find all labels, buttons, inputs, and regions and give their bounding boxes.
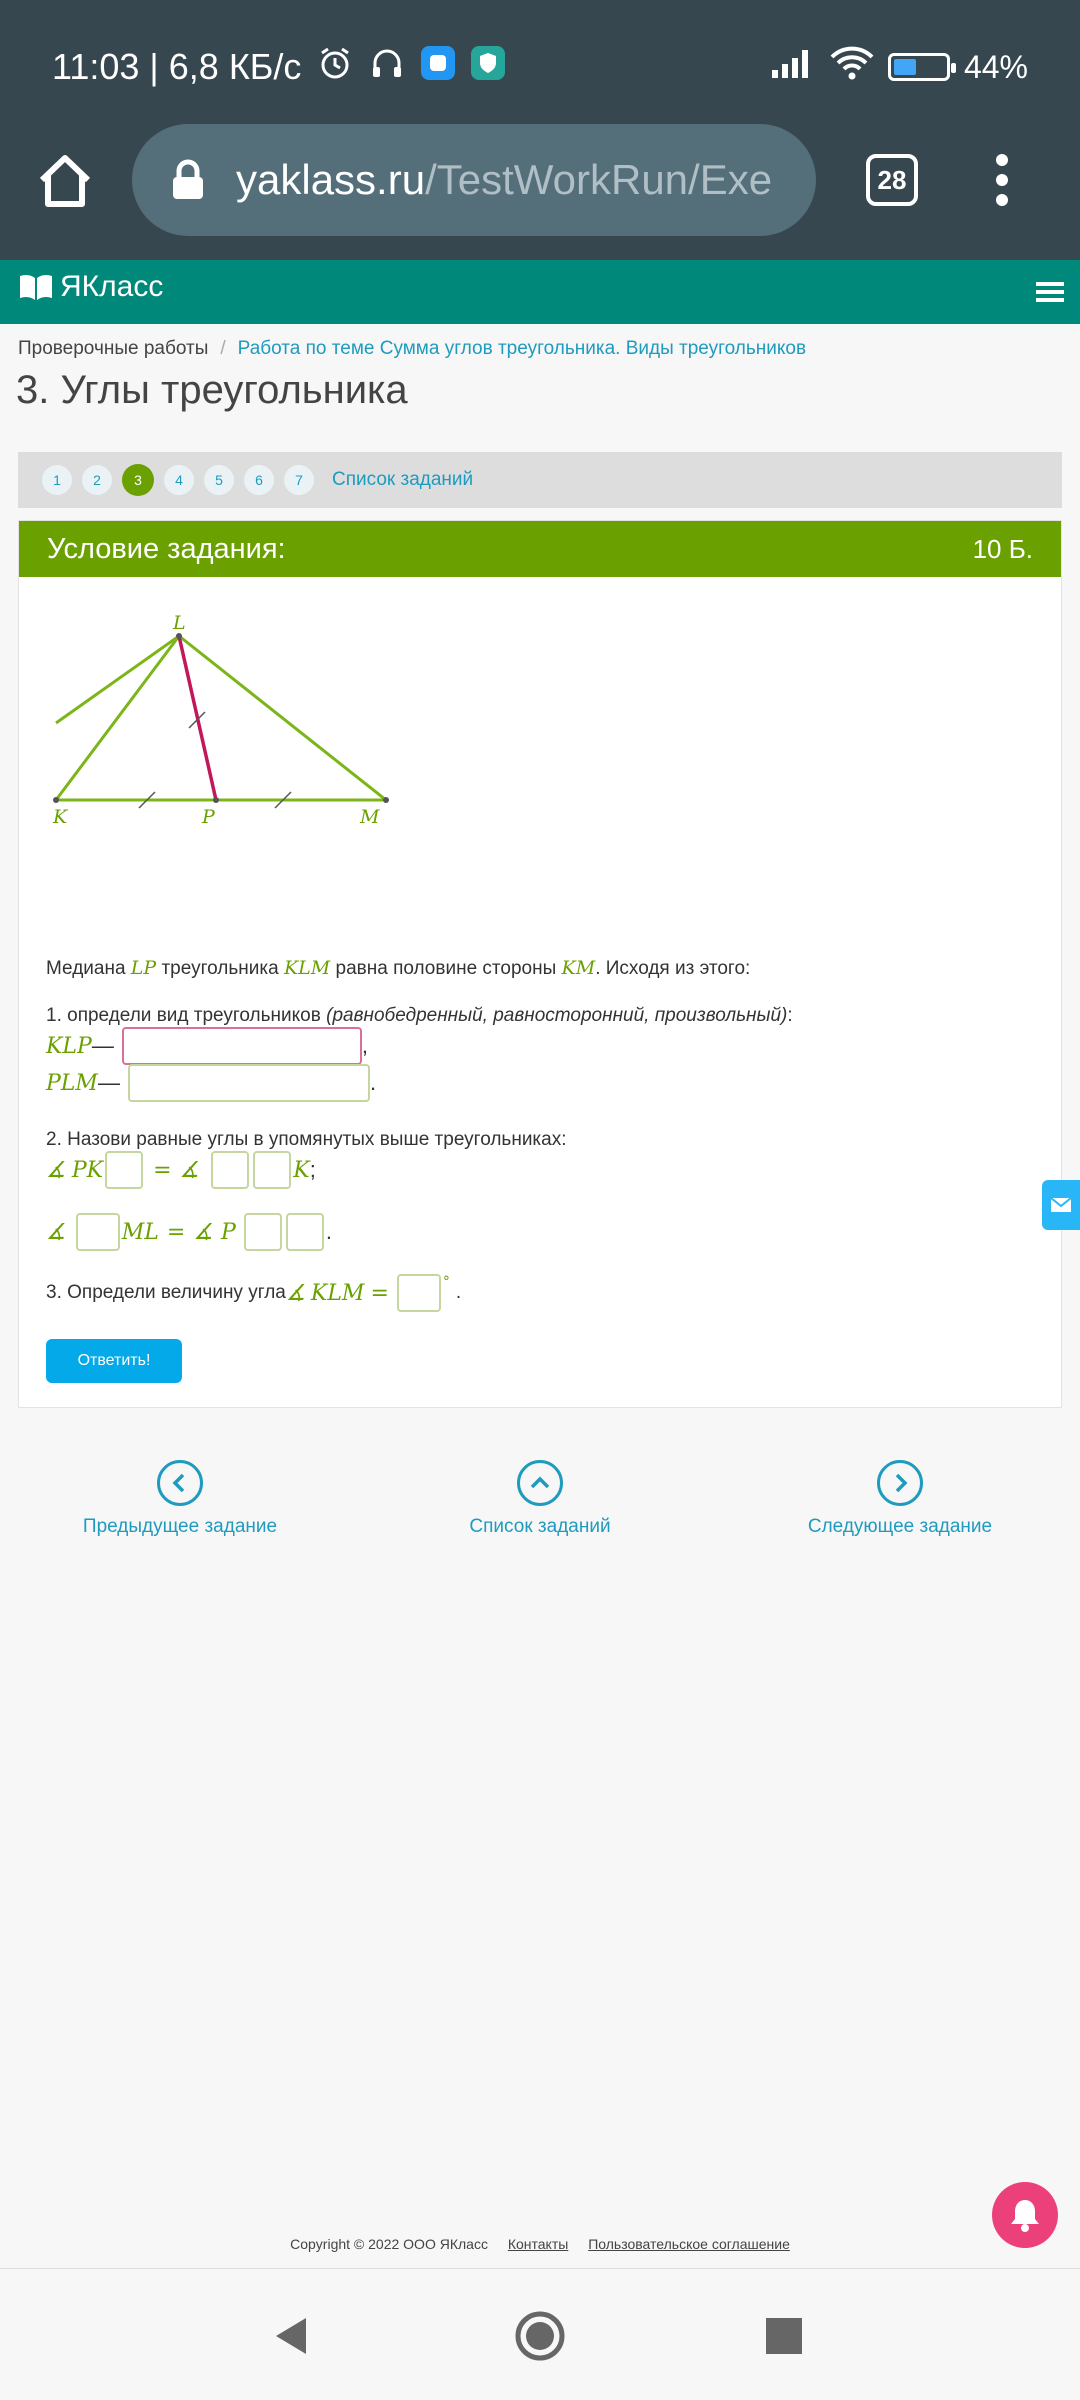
task-card (18, 520, 1062, 1408)
angle4-letter2-input[interactable] (286, 1213, 324, 1251)
bell-icon (1008, 2197, 1042, 2233)
period: . (369, 1070, 377, 1095)
semicolon: ; (309, 1157, 316, 1182)
feedback-tab[interactable] (1042, 1180, 1080, 1230)
task-list-label: Список заданий (469, 1516, 611, 1537)
task-header-title: Условие задания: (47, 532, 286, 565)
chevron-left-icon (157, 1460, 203, 1506)
statement-part: треугольника (156, 958, 284, 979)
math-KLM: KLM (310, 1280, 365, 1306)
label-L: L (173, 612, 186, 634)
page-3-button[interactable]: 3 (122, 464, 154, 496)
breadcrumb (18, 338, 806, 360)
hamburger-menu-icon[interactable] (1036, 280, 1064, 304)
agreement-link[interactable]: Пользовательское соглашение (588, 2236, 790, 2252)
vertex-M (383, 797, 389, 803)
site-logo[interactable] (18, 270, 163, 304)
task-statement (46, 957, 750, 980)
statement-part: Медиана (46, 958, 131, 979)
angle-symbol: ∡ (179, 1157, 200, 1183)
dash: — (91, 1033, 114, 1058)
address-bar[interactable] (132, 124, 816, 236)
math-KLP: KLP (46, 1033, 92, 1059)
q1-row-KLP (46, 1027, 368, 1065)
side-KL (56, 636, 179, 723)
triangle-figure (19, 577, 619, 947)
page-5-button[interactable]: 5 (204, 465, 234, 495)
task-pager (18, 452, 1062, 508)
browser-menu-button[interactable] (990, 150, 1014, 210)
breadcrumb-root[interactable]: Проверочные работы (18, 338, 209, 359)
q1-hint: (равнобедренный, равносторонний, произвольный) (326, 1005, 788, 1026)
PLM-type-input[interactable] (128, 1064, 370, 1102)
footer (0, 2236, 1080, 2252)
back-icon[interactable] (272, 2316, 310, 2356)
page-2-button[interactable]: 2 (82, 465, 112, 495)
battery-percent: 44% (963, 48, 1028, 85)
q3-text: 3. Определи величину угла (46, 1282, 286, 1303)
KLP-type-input[interactable] (122, 1027, 362, 1065)
wifi-icon (830, 45, 874, 90)
prev-task-label: Предыдущее задание (82, 1516, 278, 1537)
question-2-text: 2. Назови равные углы в упомянутых выше треугольниках: (46, 1129, 567, 1150)
angle-symbol: ∡ (46, 1219, 66, 1245)
book-icon (18, 272, 54, 302)
degree-sign: ° (442, 1274, 450, 1290)
label-P: P (202, 806, 215, 828)
vertex-K (53, 797, 59, 803)
math-KM: KM (561, 957, 596, 979)
home-icon (30, 146, 100, 216)
q1-colon: : (787, 1005, 793, 1026)
vertex-P (213, 797, 219, 803)
submit-answer-button[interactable]: Ответить! (46, 1339, 182, 1383)
equals: = (166, 1219, 186, 1245)
angle-symbol: ∡ (46, 1157, 66, 1183)
q1-row-PLM (46, 1064, 376, 1102)
q2-row-2 (46, 1213, 332, 1251)
android-nav-bar (0, 2272, 1080, 2400)
chevron-up-icon (517, 1460, 563, 1506)
period: . (455, 1282, 462, 1303)
task-list-link[interactable]: Список заданий (332, 469, 474, 490)
alarm-icon (317, 45, 353, 90)
browser-chrome (0, 0, 1080, 260)
angle2-letter1-input[interactable] (211, 1151, 249, 1189)
q1-text: 1. определи вид треугольников (46, 1005, 327, 1026)
copyright: Copyright © 2022 ООО ЯКласс (290, 2236, 488, 2252)
headphones-icon (369, 45, 405, 90)
chevron-right-icon (877, 1460, 923, 1506)
home-circle-icon[interactable] (514, 2310, 566, 2362)
dash: — (97, 1070, 120, 1095)
battery-icon (888, 53, 950, 81)
url-text (236, 156, 772, 204)
angle2-letter2-input[interactable] (253, 1151, 291, 1189)
prev-task-nav[interactable] (30, 1460, 330, 1538)
page-4-button[interactable]: 4 (164, 465, 194, 495)
question-1-text (46, 1005, 793, 1027)
angle3-letter-input[interactable] (76, 1213, 120, 1251)
breadcrumb-current[interactable]: Работа по теме Сумма углов треугольника. Виды треугольников (237, 338, 807, 359)
page-7-button[interactable]: 7 (284, 465, 314, 495)
period: . (325, 1219, 332, 1244)
lock-icon (170, 159, 206, 201)
more-vert-icon (990, 150, 1014, 210)
angle4-letter1-input[interactable] (244, 1213, 282, 1251)
breadcrumb-separator: / (220, 338, 226, 359)
page-title: 3. Углы треугольника (16, 368, 408, 412)
battery-fill (894, 59, 916, 75)
math-LP: LP (130, 957, 157, 979)
math-PLM: PLM (46, 1070, 98, 1096)
equals: = (153, 1157, 172, 1183)
app-notification-icon (421, 46, 455, 89)
shield-app-icon (471, 46, 505, 89)
page-1-button[interactable]: 1 (42, 465, 72, 495)
status-right (770, 42, 1028, 92)
angle-KLM-input[interactable] (397, 1274, 441, 1312)
task-header (19, 521, 1061, 577)
tabs-button[interactable]: 28 (866, 154, 918, 206)
math-PK: PK (71, 1157, 104, 1183)
url-path: /TestWorkRun/Exe (425, 156, 773, 203)
question-3-row (46, 1274, 461, 1312)
math-ML: ML (121, 1219, 159, 1245)
math-P: P (221, 1219, 236, 1245)
next-task-nav[interactable] (750, 1460, 1050, 1538)
statement-part: равна половине стороны (330, 958, 562, 979)
label-K: K (53, 806, 68, 828)
angle-symbol: ∡ (193, 1219, 214, 1245)
side-KL-line (56, 636, 179, 800)
logo-text: ЯКласс (60, 270, 164, 303)
url-host: yaklass.ru (236, 156, 426, 203)
url-row (0, 124, 1080, 236)
angle1-letter-input[interactable] (105, 1151, 143, 1189)
math-KLM: KLM (283, 957, 331, 979)
mail-icon (1050, 1197, 1072, 1213)
task-points: 10 Б. (972, 533, 1033, 564)
angle-symbol: ∡ (285, 1280, 306, 1306)
home-button[interactable] (30, 146, 100, 216)
status-time: 11:03 | 6,8 КБ/с (52, 46, 302, 87)
next-task-label: Следующее задание (807, 1516, 993, 1537)
contacts-link[interactable]: Контакты (507, 2236, 569, 2252)
page-6-button[interactable]: 6 (244, 465, 274, 495)
comma: , (361, 1033, 368, 1058)
equals: = (370, 1280, 389, 1306)
math-K: K (293, 1157, 310, 1183)
recents-icon[interactable] (766, 2318, 802, 2354)
footer-divider (0, 2268, 1080, 2269)
statement-part: . Исходя из этого: (595, 958, 751, 979)
task-list-nav[interactable] (390, 1460, 690, 1538)
site-header (0, 260, 1080, 324)
status-bar (52, 42, 1028, 92)
q2-row-1 (46, 1151, 316, 1189)
label-M: M (360, 806, 380, 828)
signal-icon (770, 46, 816, 89)
